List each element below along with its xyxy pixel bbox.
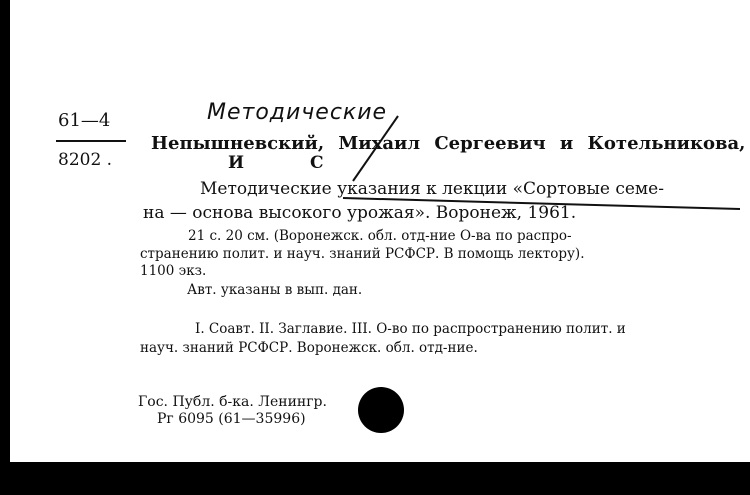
library-line-2: Рг 6095 (61—35996) [157,411,306,427]
library-line-1: Гос. Публ. б-ка. Ленингр. [138,394,327,410]
catalog-card [10,0,750,462]
handwritten-heading: Методические [207,100,388,125]
tracing-line-2: науч. знаний РСФСР. Воронежск. обл. отд-ние. [140,340,478,356]
punch-hole [358,387,404,433]
note-line: Авт. указаны в вып. дан. [187,282,363,298]
title-line-1: Методические указания к лекции «Сортовые семе- [200,179,664,199]
description-line-2: странению полит. и науч. знаний РСФСР. В помощь лектору). [140,246,585,262]
author-initials: И С [228,153,324,173]
call-number-top: 61—4 [58,110,111,131]
slash-mark [353,116,398,181]
call-number-bottom: 8202 . [58,150,113,170]
underline-mark [343,198,740,209]
title-line-2: на — основа высокого урожая». Воронеж, 1961. [143,203,577,223]
pencil-marks [10,0,750,462]
description-line-3: 1100 экз. [140,263,207,279]
author-line: Непышневский, Михаил Сергеевич и Котельникова, [151,133,746,154]
tracing-line-1: I. Соавт. II. Заглавие. III. О-во по распространению полит. и [195,321,626,337]
description-line-1: 21 с. 20 см. (Воронежск. обл. отд-ние О-ва по распро- [188,228,572,244]
